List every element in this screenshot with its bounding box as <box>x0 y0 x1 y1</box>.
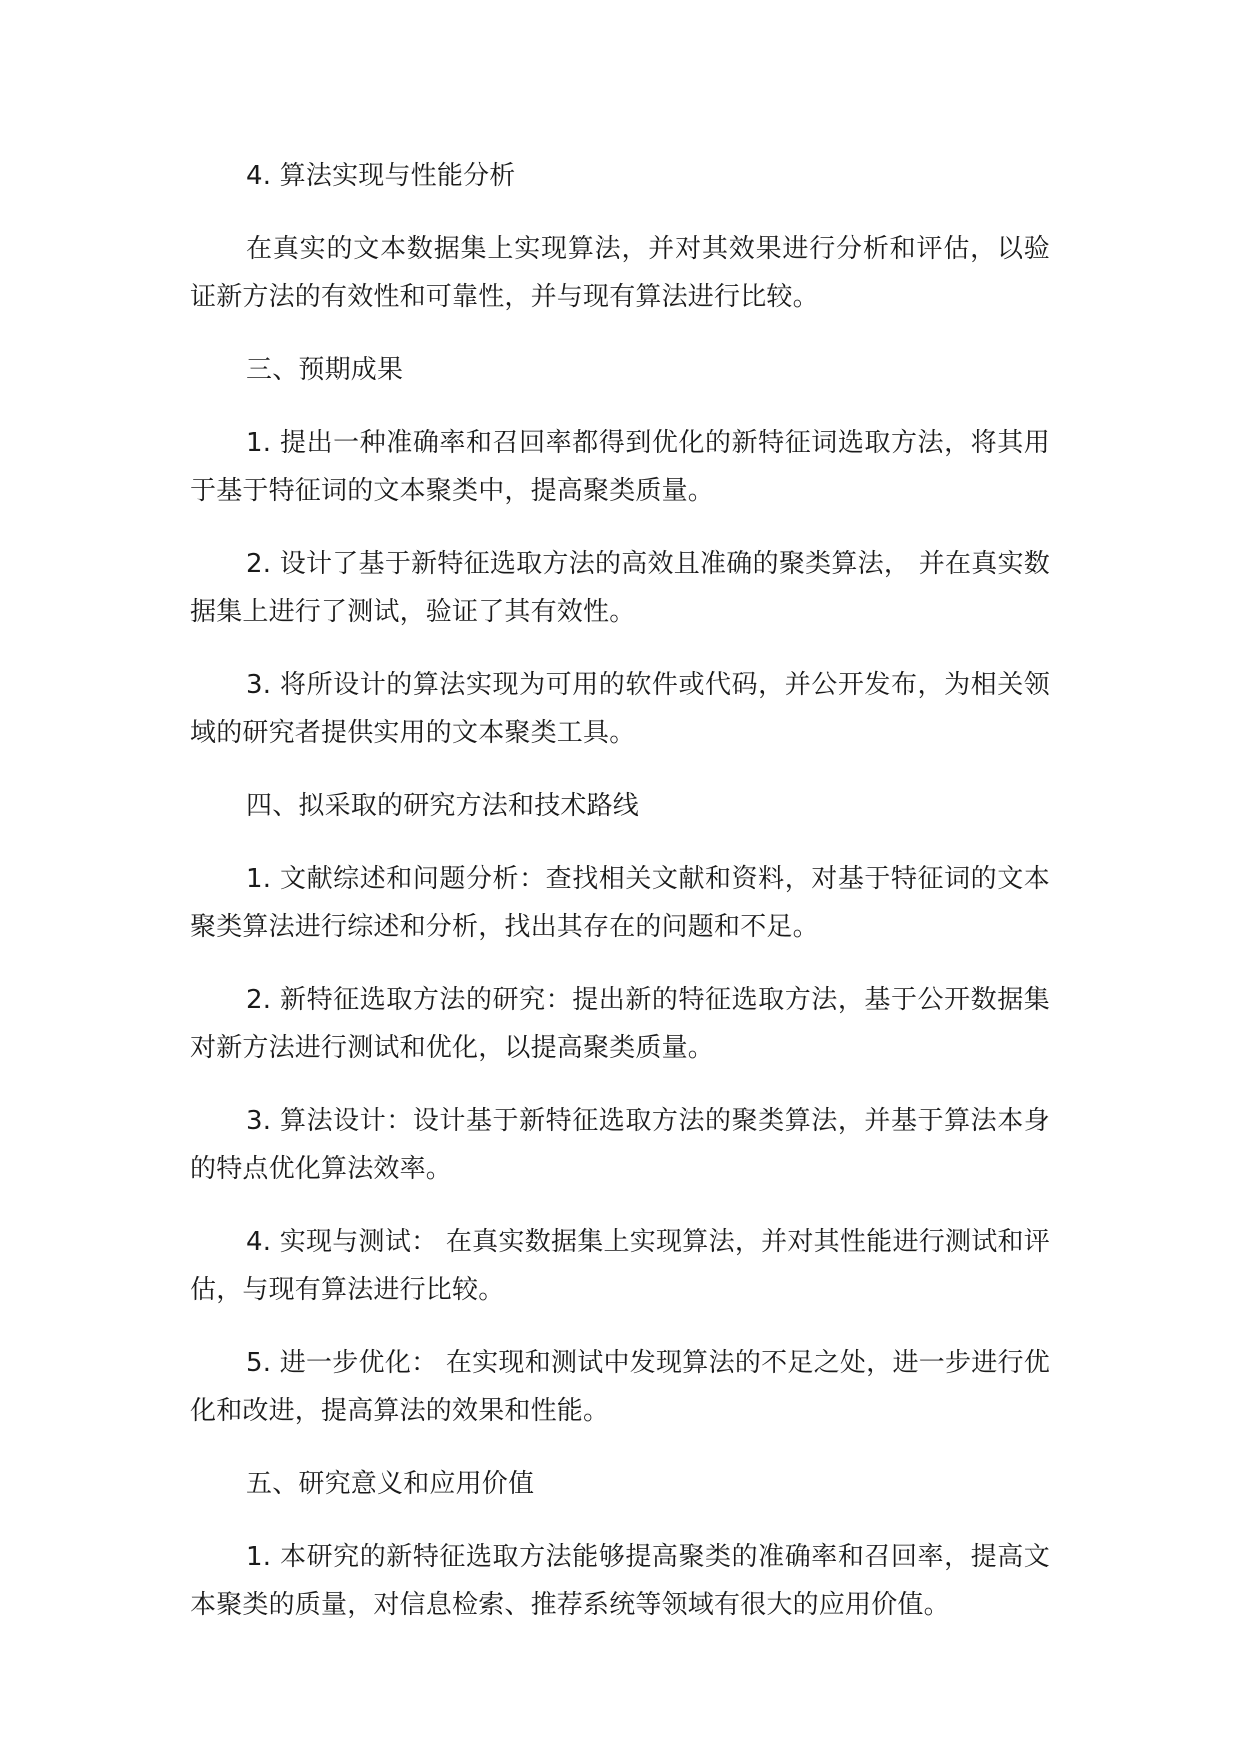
paragraph-method-1: 1. 文献综述和问题分析：查找相关文献和资料，对基于特征词的文本聚类算法进行综述和分析，找出其存在的问题和不足。 <box>190 864 1050 942</box>
paragraph-method-5: 5. 进一步优化： 在实现和测试中发现算法的不足之处，进一步进行优化和改进，提高算法的效果和性能。 <box>190 1348 1050 1426</box>
paragraph-method-2: 2. 新特征选取方法的研究：提出新的特征选取方法，基于公开数据集对新方法进行测试和优化，以提高聚类质量。 <box>190 985 1050 1063</box>
section-heading-research-methods: 四、拟采取的研究方法和技术路线 <box>246 791 640 821</box>
document-body <box>190 152 1050 1654</box>
paragraph-expected-result-1: 1. 提出一种准确率和召回率都得到优化的新特征词选取方法，将其用于基于特征词的文本聚类中，提高聚类质量。 <box>190 428 1050 506</box>
paragraph-expected-result-3: 3. 将所设计的算法实现为可用的软件或代码，并公开发布，为相关领域的研究者提供实用的文本聚类工具。 <box>190 670 1050 748</box>
paragraph-significance-1: 1. 本研究的新特征选取方法能够提高聚类的准确率和召回率，提高文本聚类的质量，对信息检索、推荐系统等领域有很大的应用价值。 <box>190 1542 1050 1620</box>
section-heading-significance: 五、研究意义和应用价值 <box>246 1469 535 1499</box>
section-heading-algorithm-implementation: 4. 算法实现与性能分析 <box>246 161 516 191</box>
paragraph-method-3: 3. 算法设计：设计基于新特征选取方法的聚类算法，并基于算法本身的特点优化算法效率。 <box>190 1106 1050 1184</box>
section-heading-expected-results: 三、预期成果 <box>246 355 404 385</box>
paragraph-expected-result-2: 2. 设计了基于新特征选取方法的高效且准确的聚类算法， 并在真实数据集上进行了测试，验证了其有效性。 <box>190 549 1050 627</box>
paragraph-implementation-evaluation: 在真实的文本数据集上实现算法，并对其效果进行分析和评估，以验证新方法的有效性和可靠性，并与现有算法进行比较。 <box>190 234 1050 312</box>
paragraph-method-4: 4. 实现与测试： 在真实数据集上实现算法，并对其性能进行测试和评估，与现有算法进行比较。 <box>190 1227 1050 1305</box>
